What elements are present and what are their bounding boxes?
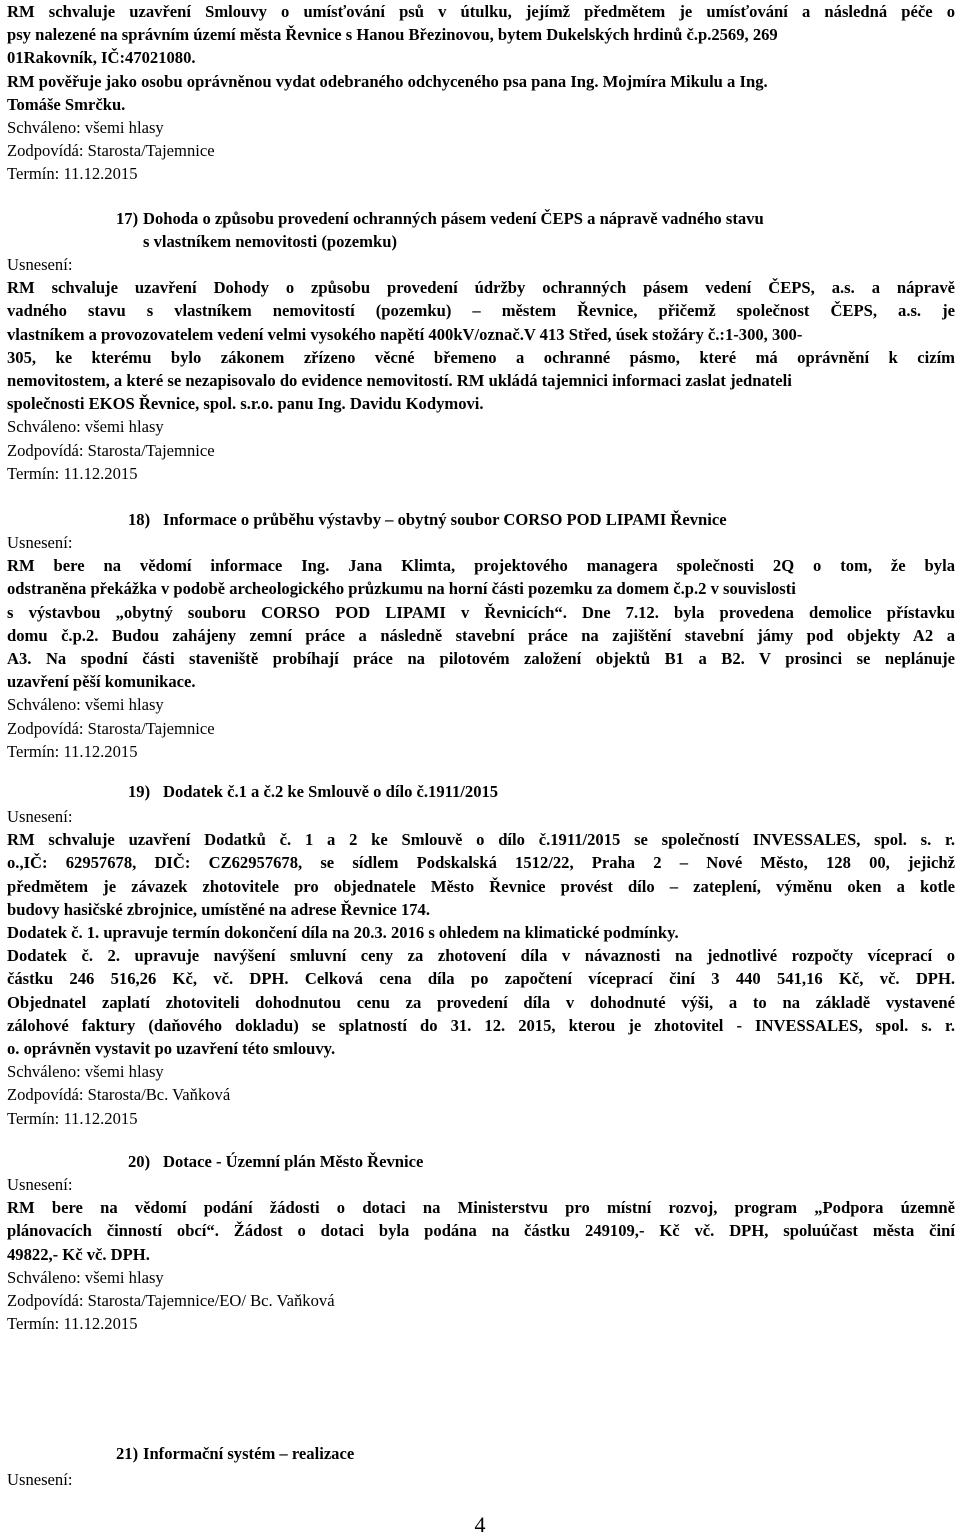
body-line: Dodatek č. 2. upravuje navýšení smluvní ceny za zhotovení díla v návaznosti na jednotlivé rozpočty víceprací o [7,946,955,966]
approved-line: Schváleno: všemi hlasy [7,695,164,715]
deadline-line: Termín: 11.12.2015 [7,741,138,761]
deadline-line: Termín: 11.12.2015 [7,1108,138,1128]
item-17-body [7,253,955,485]
body-line: vlastníkem a provozovatelem vedení velmi vysokého napětí 400kV/označ.V 413 Střed, úsek stožáry č.:1-300, 300- [7,324,803,344]
body-line: plánovacích činností obcí“. Žádost o dotaci byla podána na částku 249109,- Kč vč. DPH, spoluúčast města činí [7,1221,955,1241]
approved-line: Schváleno: všemi hlasy [7,1267,164,1287]
resolution-label: Usnesení: [7,533,73,552]
body-line: s výstavbou „obytný souboru CORSO POD LIPAMI v Řevnicích“. Dne 7.12. byla provedena demolice přístavku [7,602,955,622]
item-18-title: Informace o průběhu výstavby – obytný soubor CORSO POD LIPAMI Řevnice [163,510,727,529]
body-line: o. oprávněn vystavit po uzavření této smlouvy. [7,1039,336,1059]
lead-line: 01Rakovník, IČ:47021080. [7,48,196,68]
lead-line: psy nalezené na správním území města Řevnice s Hanou Březinovou, bytem Dukelských hrdinů č.p.2569, 269 [7,25,778,45]
responsible-line: Zodpovídá: Starosta/Tajemnice/EO/ Bc. Vaňková [7,1291,335,1311]
item-21-body [7,1468,955,1491]
resolution-label: Usnesení: [7,1175,73,1194]
approved-line: Schváleno: všemi hlasy [7,1062,164,1082]
body-line: domu č.p.2. Budou zahájeny zemní práce a následně stavební práce na zajištění stavební jámy pod objekty A2 a [7,625,955,645]
item-19-number: 19) [128,782,151,801]
approved-line: Schváleno: všemi hlasy [7,118,164,138]
item-20-body [7,1173,955,1335]
body-line: vadného stavu s vlastníkem nemovitostí (pozemku) – městem Řevnice, přičemž společnost ČEPS, a.s. je [7,301,955,321]
page-number: 4 [474,1512,486,1537]
responsible-line: Zodpovídá: Starosta/Bc. Vaňková [7,1085,231,1105]
body-line: RM schvaluje uzavření Dodatků č. 1 a 2 ke Smlouvě o dílo č.1911/2015 se společností INVESSALES, spol. s. r. [7,830,955,850]
item-20-title: Dotace - Územní plán Město Řevnice [163,1152,424,1171]
item-18-body [7,531,955,763]
body-line: budovy hasičské zbrojnice, umístěné na adrese Řevnice 174. [7,899,430,919]
deadline-line: Termín: 11.12.2015 [7,463,138,483]
resolution-label: Usnesení: [7,255,73,274]
body-line: RM bere na vědomí podání žádosti o dotaci na Ministerstvu pro místní rozvoj, program „Podpora územně [7,1198,955,1218]
body-line: A3. Na spodní části staveniště probíhají práce na pilotovém založení objektů B1 a B2. V prosinci se neplánuje [7,649,955,669]
deadline-line: Termín: 11.12.2015 [7,164,138,184]
lead-line: Tomáše Smrčku. [7,94,126,114]
item-17-title-line1: Dohoda o způsobu provedení ochranných pásem vedení ČEPS a nápravě vadného stavu [143,209,764,228]
lead-section [7,0,955,186]
responsible-line: Zodpovídá: Starosta/Tajemnice [7,440,215,460]
responsible-line: Zodpovídá: Starosta/Tajemnice [7,718,215,738]
body-line: 49822,- Kč vč. DPH. [7,1244,150,1264]
body-line: o.,IČ: 62957678, DIČ: CZ62957678, se sídlem Podskalská 1512/22, Praha 2 – Nové Město, 128 00, jejichž [7,853,955,873]
responsible-line: Zodpovídá: Starosta/Tajemnice [7,141,215,161]
body-line: částku 246 516,26 Kč, vč. DPH. Celková cena díla po započtení víceprací činí 3 440 541,16 Kč, vč. DPH. [7,969,955,989]
approved-line: Schváleno: všemi hlasy [7,417,164,437]
item-18-number: 18) [128,510,151,529]
resolution-label: Usnesení: [7,807,73,826]
item-17-number: 17) [116,209,139,228]
lead-line: RM pověřuje jako osobu oprávněnou vydat odebraného odchyceného psa pana Ing. Mojmíra Mikulu a Ing. [7,71,768,91]
body-line: předmětem je závazek zhotovitele pro objednatele Město Řevnice provést dílo – zateplení, výměnu oken a kotle [7,876,955,896]
body-line: zálohové faktury (daňového dokladu) se splatností do 31. 12. 2015, kterou je zhotovitel - INVESSALES, spol. s. r. [7,1015,955,1035]
body-line: RM bere na vědomí informace Ing. Jana Klimta, projektového managera společnosti 2Q o tom, že byla [7,556,955,576]
item-20-number: 20) [128,1152,151,1171]
body-line: Dodatek č. 1. upravuje termín dokončení díla na 20.3. 2016 s ohledem na klimatické podmínky. [7,923,679,943]
body-line: společnosti EKOS Řevnice, spol. s.r.o. panu Ing. Davidu Kodymovi. [7,394,484,414]
item-17-title-line2: s vlastníkem nemovitosti (pozemku) [143,232,397,251]
item-21-title: Informační systém – realizace [143,1444,355,1463]
item-21-number: 21) [116,1444,139,1463]
resolution-label: Usnesení: [7,1470,73,1489]
deadline-line: Termín: 11.12.2015 [7,1314,138,1334]
body-line: Objednatel zaplatí zhotoviteli dohodnutou cenu za provedení díla v dohodnuté výši, a to na základě vystavené [7,992,955,1012]
body-line: uzavření pěší komunikace. [7,672,196,692]
body-line: RM schvaluje uzavření Dohody o způsobu provedení údržby ochranných pásem vedení ČEPS, a.s. a nápravě [7,278,955,298]
item-19-title: Dodatek č.1 a č.2 ke Smlouvě o dílo č.1911/2015 [163,782,499,801]
body-line: odstraněna překážka v podobě archeologického průzkumu na horní části pozemku za domem č.p.2 v souvislosti [7,579,796,599]
item-19-body [7,805,955,1130]
lead-line: RM schvaluje uzavření Smlouvy o umísťování psů v útulku, jejímž předmětem je umísťování a následná péče o [7,2,955,21]
body-line: 305, ke kterému bylo zákonem zřízeno věcné břemeno a ochranné pásmo, které má oprávnění k cizím [7,347,955,367]
body-line: nemovitostem, a které se nezapisovalo do evidence nemovitostí. RM ukládá tajemnici informaci zaslat jednateli [7,371,792,391]
